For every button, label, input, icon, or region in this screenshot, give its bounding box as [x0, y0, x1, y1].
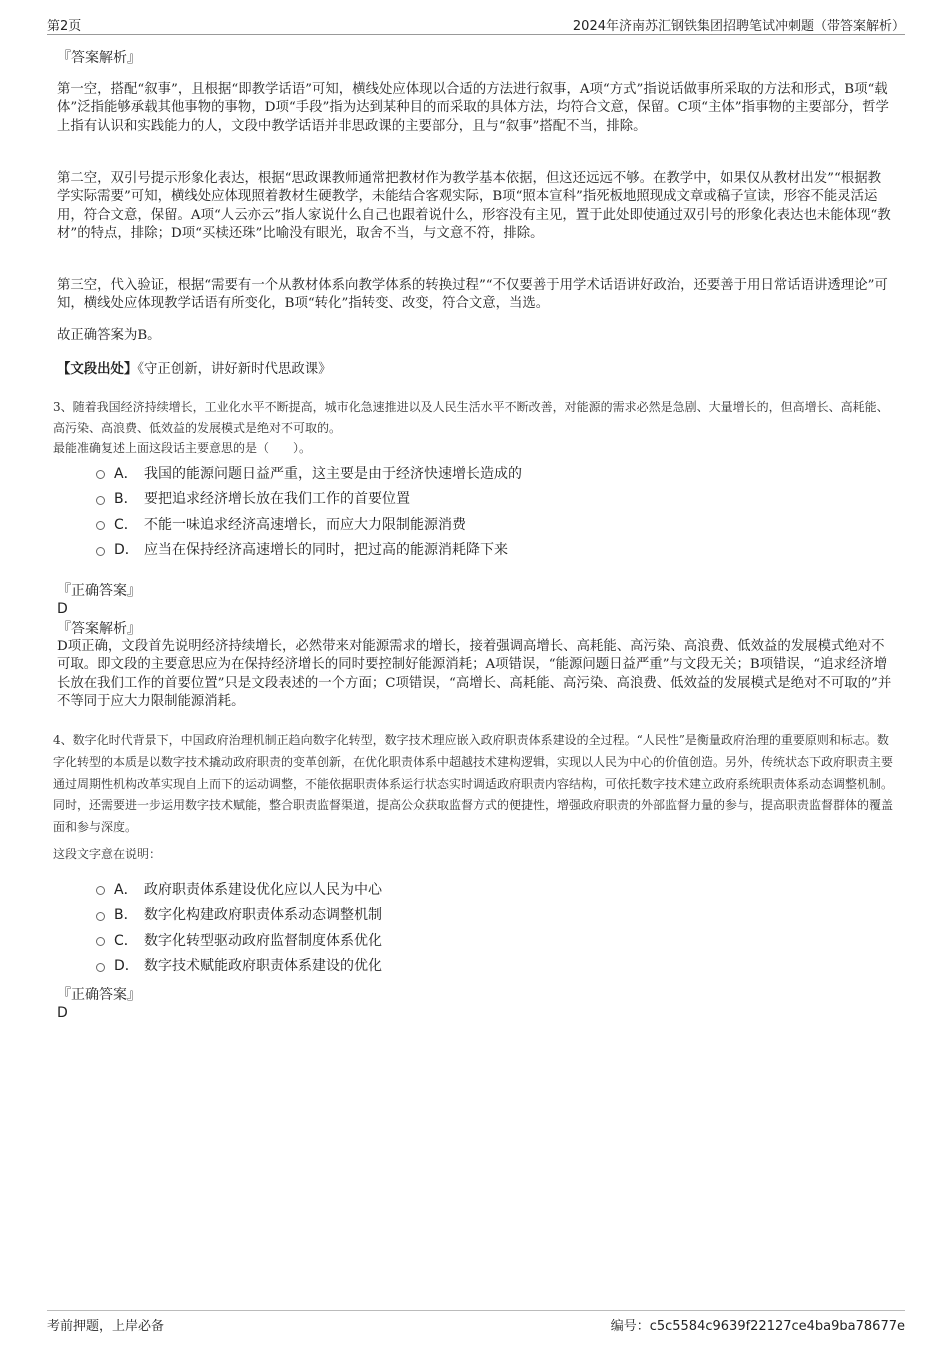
q4-answer: D — [57, 1005, 68, 1021]
q3-analysis-label: 『答案解析』 — [57, 621, 141, 637]
q2-analysis-label-block — [57, 49, 892, 67]
q4-answer-label: 『正确答案』 — [57, 987, 141, 1003]
radio-icon[interactable] — [96, 521, 105, 530]
q4-stem-block — [53, 730, 896, 839]
q2-source-block — [57, 360, 892, 379]
radio-icon[interactable] — [96, 886, 105, 895]
q2-conclusion-block — [57, 327, 892, 345]
q3-options — [96, 460, 796, 562]
q2-source-text: 《守正创新，讲好新时代思政课》 — [137, 362, 332, 377]
code-value: c5c5584c9639f22127ce4ba9ba78677e — [649, 1319, 905, 1334]
q3-analysis: D项正确，文段首先说明经济持续增长，必然带来对能源需求的增长，接着强调高增长、高耗能、高污染、高浪费、低效益的发展模式绝对不可取。即文段的主要意思应为在保持经济增长的同时要控制好能源消耗；A项错误，“能源问题日益严重”与文段无关；B项错误，“追求经济增长放在我们工作的首要位置”只是文段表述的一个方面；C项错误，“高增长、高耗能、高污染、高浪费、低效益的发展模式是绝对不可取的”并不等同于应大力限制能源消耗。 — [57, 639, 892, 709]
q3-stem: 3、随着我国经济持续增长，工业化水平不断提高，城市化急速推进以及人民生活水平不断改善，对能源的需求必然是急剧、大量增长的，但高增长、高耗能、高污染、高浪费、低效益的发展模式是绝对不可取的。 — [53, 400, 889, 435]
radio-icon[interactable] — [96, 937, 105, 946]
q4-stem: 4、数字化时代背景下，中国政府治理机制正趋向数字化转型，数字技术理应嵌入政府职责体系建设的全过程。“人民性”是衡量政府治理的重要原则和标志。数字化转型的本质是以数字技术撬动政府职责的变革创新，在优化职责体系中超越技术建构逻辑，实现以人民为中心的价值创造。另外，传统状态下政府职责主要通过周期性机构改革实现自上而下的运动调整，不能依据职责体系运行状态实时调适政府职责内容结构，可依托数字技术建立政府系统职责体系动态调整机制。同时，还需要进一步运用数字技术赋能，整合职责监督渠道，提高公众获取监督方式的便捷性，增强政府职责的外部监督力量的参与，提高职责监督群体的覆盖面和参与深度。 — [53, 733, 894, 835]
q3-answer: D — [57, 601, 68, 617]
page-header — [47, 14, 905, 35]
q4-option-a[interactable]: A． 政府职责体系建设优化应以人民为中心 — [96, 876, 796, 902]
q3-answer-label: 『正确答案』 — [57, 583, 141, 599]
document-code — [611, 1315, 905, 1334]
q2-analysis-para1-block — [57, 81, 892, 136]
radio-icon[interactable] — [96, 470, 105, 479]
q2-analysis-para3-block — [57, 277, 892, 314]
q3-option-d[interactable]: D． 应当在保持经济高速增长的同时，把过高的能源消耗降下来 — [96, 537, 796, 563]
footer-slogan: 考前押题，上岸必备 — [47, 1319, 165, 1334]
radio-icon[interactable] — [96, 963, 105, 972]
q2-analysis-label: 『答案解析』 — [57, 50, 141, 66]
q4-option-c[interactable]: C． 数字化转型驱动政府监督制度体系优化 — [96, 927, 796, 953]
q3-prompt: 最能准确复述上面这段话主要意思的是（ ）。 — [53, 441, 312, 455]
radio-icon[interactable] — [96, 547, 105, 556]
q4-option-b[interactable]: B． 数字化构建政府职责体系动态调整机制 — [96, 902, 796, 928]
q2-analysis-para1: 第一空，搭配“叙事”，且根据“即教学话语”可知，横线处应体现以合适的方法进行叙事，A项“方式”指说话做事所采取的方法和形式，B项“载体”泛指能够承载其他事物的事物，D项“手段”指为达到某种目的而采取的具体方法，均符合文意，保留。C项“主体”指事物的主要部分，哲学上指有认识和实践能力的人，文段中教学话语并非思政课的主要部分，且与“叙事”搭配不当，排除。 — [57, 82, 889, 134]
q3-option-c[interactable]: C． 不能一味追求经济高速增长，而应大力限制能源消费 — [96, 511, 796, 537]
page-footer — [47, 1310, 905, 1333]
q3-stem-block — [53, 397, 896, 457]
q3-option-b[interactable]: B． 要把追求经济增长放在我们工作的首要位置 — [96, 486, 796, 512]
q4-options — [96, 876, 796, 978]
code-label: 编号： — [610, 1319, 650, 1334]
q4-answer-block — [57, 986, 892, 1022]
q3-answer-block — [57, 582, 892, 711]
q4-prompt-block — [53, 844, 888, 865]
document-title: 2024年济南苏汇钢铁集团招聘笔试冲刺题（带答案解析） — [572, 19, 905, 34]
q2-analysis-para3: 第三空，代入验证，根据“需要有一个从教材体系向教学体系的转换过程”“不仅要善于用学术话语讲好政治，还要善于用日常话语讲透理论”可知，横线处应体现教学话语有所变化，B项“转化”指转变、改变，符合文意，当选。 — [57, 278, 888, 312]
q4-option-d[interactable]: D． 数字技术赋能政府职责体系建设的优化 — [96, 953, 796, 979]
page-number: 第2页 — [47, 19, 82, 34]
q3-option-a[interactable]: A． 我国的能源问题日益严重，这主要是由于经济快速增长造成的 — [96, 460, 796, 486]
radio-icon[interactable] — [96, 496, 105, 505]
q2-analysis-para2: 第二空，双引号提示形象化表达，根据“思政课教师通常把教材作为教学基本依据，但这还远远不够。在教学中，如果仅从教材出发”“根据教学实际需要”可知，横线处应体现照着教材生硬教学，未能结合客观实际，B项“照本宣科”指死板地照现成文章或稿子宣读，形容不能灵活运用，符合文意，保留。A项“人云亦云”指人家说什么自己也跟着说什么，形容没有主见，置于此处即使通过双引号的形象化表达也未能体现“教材”的特点，排除；D项“买椟还珠”比喻没有眼光，取舍不当，与文意不符，排除。 — [57, 171, 891, 241]
q2-source — [57, 360, 892, 379]
q2-source-label: 【文段出处】 — [57, 361, 138, 377]
radio-icon[interactable] — [96, 912, 105, 921]
q2-conclusion: 故正确答案为B。 — [57, 328, 161, 343]
q4-prompt: 这段文字意在说明： — [53, 847, 162, 861]
q2-analysis-para2-block — [57, 170, 892, 243]
